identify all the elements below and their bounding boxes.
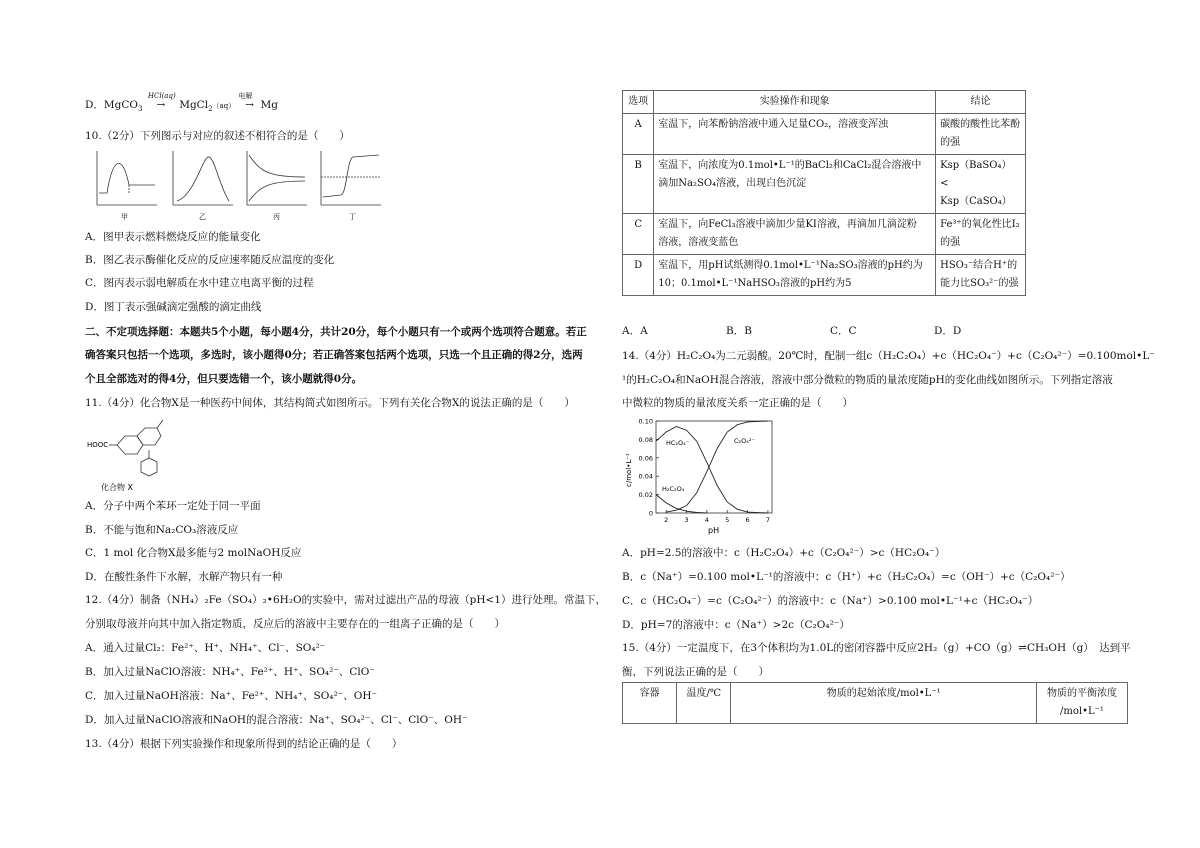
chart-xlabel: pH (708, 526, 720, 535)
q14-option-d: D．pH=7的溶液中：c（Na⁺）>2c（C₂O₄²⁻） (622, 619, 850, 631)
q14-stem3: 中微粒的物质的量浓度关系一定正确的是（ ） (622, 397, 853, 409)
svg-text:化合物 X: 化合物 X (101, 483, 134, 492)
section2-line3: 个且全部选对的得4分，但只要选错一个，该小题就得0分。 (85, 373, 363, 385)
x-tick-label: 2 (664, 516, 669, 524)
q11-stem: 11.（4分）化合物X是一种医药中间体，其结构简式如图所示。下列有关化合物X的说法正确的是（ ） (85, 397, 575, 409)
q12-option-b: B．加入过量NaClO溶液：NH₄⁺、Fe²⁺、H⁺、SO₄²⁻、ClO⁻ (85, 666, 375, 678)
chart-frame (656, 421, 772, 513)
y-tick-label: 0.10 (638, 417, 653, 426)
graph-bing (247, 151, 307, 205)
q13-answer-c: C．C (830, 325, 857, 337)
y-tick-label: 0.06 (638, 454, 653, 463)
chart-ylabel: c/mol•L⁻¹ (625, 453, 633, 487)
x-tick-label: 6 (745, 516, 750, 524)
q13-stem: 13.（4分）根据下列实验操作和现象所得到的结论正确的是（ ） (85, 738, 403, 750)
series-label-hc2o4: HC₂O₄⁻ (666, 439, 690, 447)
q11-option-a: A．分子中两个苯环一定处于同一平面 (85, 500, 261, 512)
left-column (85, 0, 625, 848)
q14-option-b: B．c（Na⁺）=0.100 mol•L⁻¹的溶液中：c（H⁺）+c（H₂C₂O₄）=c（OH⁻）+c（C₂O₄²⁻） (622, 571, 1071, 583)
q11-option-c: C．1 mol 化合物X最多能与2 molNaOH反应 (85, 547, 302, 559)
table-row: D 室温下，用pH试纸测得0.1mol•L⁻¹Na₂SO₃溶液的pH约为 10；0.1mol•L⁻¹NaHSO₃溶液的pH约为5 HSO₃⁻结合H⁺的 能力比SO₃²⁻的强 (623, 255, 1026, 296)
series-line-0 (656, 495, 707, 513)
q10-option-d: D．图丁表示强碱滴定强酸的滴定曲线 (85, 301, 262, 313)
q15-table (622, 682, 1128, 724)
table-header-conclusion: 结论 (936, 91, 1026, 114)
x-tick-label: 3 (684, 516, 689, 524)
graph-yi (173, 151, 233, 205)
graph-label-jia: 甲 (121, 213, 128, 221)
q11-structure (85, 414, 185, 494)
series-label-c2o4: C₂O₄²⁻ (734, 437, 755, 445)
q13-answer-d: D．D (934, 325, 962, 337)
y-tick-label: 0 (648, 509, 653, 518)
section2-line2: 确答案只包括一个选项，多选时，该小题得0分；若正确答案包括两个选项，只选一个且正确的得2分，选两 (85, 349, 583, 361)
q14-chart (622, 415, 782, 535)
q14-option-c: C．c（HC₂O₄⁻）=c（C₂O₄²⁻）的溶液中：c（Na⁺）>0.100 mol•L⁻¹+c（HC₂O₄⁻） (622, 595, 1039, 607)
q12-option-c: C．加入过量NaOH溶液：Na⁺、Fe²⁺、NH₄⁺、SO₄²⁻、OH⁻ (85, 690, 378, 702)
table-row: B 室温下，向浓度为0.1mol•L⁻¹的BaCl₂和CaCl₂混合溶液中 滴加Na₂SO₄溶液，出现白色沉淀 Ksp（BaSO₄） < Ksp（CaSO₄） (623, 155, 1026, 214)
svg-text:HOOC: HOOC (87, 441, 109, 449)
q12-stem2: 分别取母液并向其中加入指定物质，反应后的溶液中主要存在的一组离子正确的是（ ） (85, 618, 505, 630)
right-column (622, 0, 1162, 848)
q11-option-d: D．在酸性条件下水解，水解产物只有一种 (85, 571, 283, 583)
graph-ding (321, 151, 381, 205)
q10-option-c: C．图丙表示弱电解质在水中建立电离平衡的过程 (85, 277, 314, 289)
q10-option-a: A．图甲表示燃料燃烧反应的能量变化 (85, 231, 261, 243)
q10-stem: 10.（2分）下列图示与对应的叙述不相符合的是（ ） (85, 130, 350, 142)
q10-option-b: B．图乙表示酶催化反应的反应速率随反应温度的变化 (85, 254, 335, 266)
table-header-operation: 实验操作和现象 (654, 91, 936, 114)
q9-option-d: D．MgCO$_3$ HCl(aq) → MgCl$_2$（aq） 电解 → Mg (85, 92, 279, 114)
q11-option-b: B．不能与饱和Na₂CO₃溶液反应 (85, 524, 239, 536)
y-tick-label: 0.08 (638, 435, 653, 444)
q14-stem: 14.（4分）H₂C₂O₄为二元弱酸。20℃时，配制一组c（H₂C₂O₄）+c（HC₂O₄⁻）+c（C₂O₄²⁻）=0.100mol•L⁻ (622, 350, 1155, 362)
x-tick-label: 7 (765, 516, 771, 524)
graph-label-yi: 乙 (199, 213, 206, 221)
y-tick-label: 0.04 (638, 472, 653, 481)
graph-label-ding: 丁 (349, 213, 356, 221)
q15-header-container: 容器 (623, 683, 677, 724)
graph-label-bing: 丙 (273, 213, 280, 221)
q10-graphs (85, 145, 385, 223)
q15-header-initial: 物质的起始浓度/mol•L⁻¹ (731, 683, 1037, 724)
q13-table (622, 90, 1026, 296)
q14-option-a: A．pH=2.5的溶液中：c（H₂C₂O₄）+c（C₂O₄²⁻）>c（HC₂O₄⁻） (622, 547, 946, 559)
q12-stem: 12.（4分）制备（NH₄）₂Fe（SO₄）₂•6H₂O的实验中，需对过滤出产品的母液（pH<1）进行处理。常温下， (85, 594, 606, 606)
table-row: C 室温下，向FeCl₃溶液中滴加少量KI溶液，再滴加几滴淀粉 溶液，溶液变蓝色 Fe³⁺的氧化性比I₂ 的强 (623, 214, 1026, 255)
graph-jia (97, 151, 157, 205)
x-tick-label: 4 (704, 516, 709, 524)
y-tick-label: 0.02 (638, 491, 653, 500)
q15-header-temperature: 温度/℃ (677, 683, 731, 724)
q12-option-d: D．加入过量NaClO溶液和NaOH的混合溶液：Na⁺、SO₄²⁻、Cl⁻、ClO⁻、OH⁻ (85, 714, 468, 726)
q12-option-a: A．通入过量Cl₂：Fe²⁺、H⁺、NH₄⁺、Cl⁻、SO₄²⁻ (85, 642, 326, 654)
q15-stem: 15.（4分）一定温度下，在3个体积均为1.0L的密闭容器中反应2H₂（g）+CO（g）⇌CH₃OH（g） 达到平 (622, 642, 1131, 654)
q15-stem2: 衡，下列说法正确的是（ ） (622, 666, 769, 678)
table-header-option: 选项 (623, 91, 654, 114)
series-label-h2c2o4: H₂C₂O₄ (662, 485, 685, 493)
q13-answer-a: A．A (622, 325, 648, 337)
table-row: A 室温下，向苯酚钠溶液中通入足量CO₂，溶液变浑浊 碳酸的酸性比苯酚 的强 (623, 114, 1026, 155)
series-line-2 (666, 421, 768, 512)
q14-stem2: ¹的H₂C₂O₄和NaOH混合溶液，溶液中部分微粒的物质的量浓度随pH的变化曲线如图所示。下列指定溶液 (622, 374, 1113, 386)
q15-header-equilibrium: 物质的平衡浓度 /mol•L⁻¹ (1037, 683, 1128, 724)
section2-line1: 二、不定项选择题：本题共5个小题，每小题4分，共计20分，每个小题只有一个或两个选项符合题意。若正 (85, 326, 587, 338)
x-tick-label: 5 (725, 516, 730, 524)
q13-answer-b: B．B (726, 325, 752, 337)
